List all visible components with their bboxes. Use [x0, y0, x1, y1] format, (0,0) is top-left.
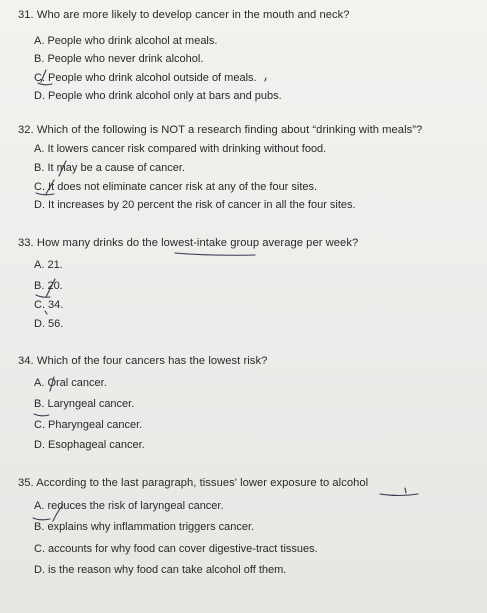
option-a: A. Oral cancer. [34, 377, 107, 389]
question-stem: 31. Who are more likely to develop cancer in the mouth and neck? [18, 9, 350, 21]
option-b: B. Laryngeal cancer. [34, 398, 135, 410]
option-c: C. People who drink alcohol outside of meals. [34, 72, 257, 84]
option-b: B. It may be a cause of cancer. [34, 162, 186, 174]
option-b: B. 20. [34, 280, 63, 292]
pen-dot [265, 78, 266, 81]
option-d: D. 56. [34, 318, 64, 330]
option-a: A. It lowers cancer risk compared with drinking without food. [34, 143, 327, 155]
option-c: C. accounts for why food can cover digestive-tract tissues. [34, 543, 318, 555]
option-b: B. People who never drink alcohol. [34, 53, 204, 65]
option-c: C. 34. [34, 299, 64, 311]
stem-underline [380, 494, 418, 496]
option-d: D. Esophageal cancer. [34, 439, 145, 451]
question-stem: 32. Which of the following is NOT a research finding about “drinking with meals”? [18, 124, 423, 136]
answer-underline [33, 518, 50, 520]
option-d: D. is the reason why food can take alcohol off them. [34, 564, 287, 576]
question-stem: 33. How many drinks do the lowest-intake group average per week? [18, 237, 359, 249]
pen-dot [405, 488, 406, 493]
question-stem: 35. According to the last paragraph, tissues' lower exposure to alcohol [18, 477, 369, 489]
option-d: D. People who drink alcohol only at bars and pubs. [34, 90, 282, 102]
answer-underline [36, 193, 54, 195]
option-a: A. 21. [34, 259, 63, 271]
option-b: B. explains why inflammation triggers cancer. [34, 521, 255, 533]
answer-underline [36, 295, 50, 297]
option-d: D. It increases by 20 percent the risk of cancer in all the four sites. [34, 199, 356, 211]
stem-underline [175, 253, 255, 255]
pen-dot [45, 311, 47, 314]
option-a: A. People who drink alcohol at meals. [34, 35, 218, 47]
option-c: C. It does not eliminate cancer risk at any of the four sites. [34, 181, 318, 193]
question-stem: 34. Which of the four cancers has the lowest risk? [18, 355, 268, 367]
option-a: A. reduces the risk of laryngeal cancer. [34, 500, 224, 512]
option-c: C. Pharyngeal cancer. [34, 419, 143, 431]
answer-underline [34, 414, 49, 416]
